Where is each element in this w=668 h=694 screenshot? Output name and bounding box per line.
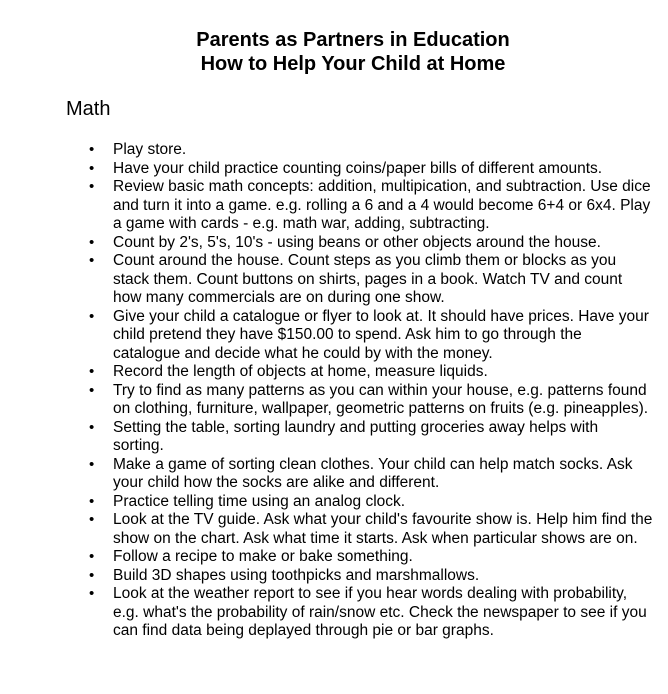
list-item	[83, 493, 653, 512]
bullet-icon: •	[89, 252, 95, 269]
bullet-icon: •	[89, 455, 95, 473]
bullet-icon: •	[89, 492, 95, 510]
bullet-icon: •	[89, 511, 95, 528]
document-title-line-2: How to Help Your Child at Home	[200, 53, 506, 75]
bullet-icon: •	[89, 141, 95, 158]
activity-list	[83, 141, 653, 641]
bullet-icon: •	[89, 566, 95, 584]
bullet-icon: •	[89, 548, 95, 565]
bullet-icon: •	[89, 418, 95, 436]
list-item-text: Look at the weather report to see if you hear words dealing with probability, e.g. what's the probability of rain/snow etc. Check the newspaper to see if you can find data being deplayed through pie or bar graphs.	[113, 585, 647, 639]
list-item-text: Practice telling time using an analog clock.	[113, 492, 406, 510]
list-item	[83, 234, 653, 253]
list-item	[83, 308, 653, 364]
list-item-text: Try to find as many patterns as you can within your house, e.g. patterns found on clothing, furniture, wallpaper, geometric patterns on fruits (e.g. pineapples).	[113, 381, 649, 417]
bullet-icon: •	[89, 381, 95, 399]
list-item	[83, 419, 653, 456]
document-title-line-1: Parents as Partners in Education	[196, 29, 510, 51]
bullet-icon: •	[89, 159, 95, 177]
list-item	[83, 511, 653, 548]
list-item-text: Make a game of sorting clean clothes. Your child can help match socks. Ask your child how the socks are alike and different.	[113, 455, 633, 491]
section-heading-math: Math	[66, 98, 111, 120]
bullet-icon: •	[89, 178, 95, 195]
list-item-text: Build 3D shapes using toothpicks and marshmallows.	[113, 566, 480, 584]
list-item	[83, 178, 653, 234]
list-item	[83, 567, 653, 586]
list-item-text: Setting the table, sorting laundry and putting groceries away helps with sorting.	[113, 418, 599, 454]
list-item	[83, 382, 653, 419]
list-item-text: Look at the TV guide. Ask what your child's favourite show is. Help him find the show on the chart. Ask what time it starts. Ask when particular shows are on.	[113, 511, 653, 547]
bullet-icon: •	[89, 307, 95, 325]
list-item-text: Review basic math concepts: addition, multipication, and subtraction. Use dice and turn it into a game. e.g. rolling a 6 and a 4 would become 6+4 or 6x4. Play a game with cards - e.g. math war, adding, subtracting.	[113, 178, 651, 232]
bullet-icon: •	[89, 585, 95, 602]
list-item	[83, 456, 653, 493]
bullet-icon: •	[89, 233, 95, 251]
list-item	[83, 585, 653, 641]
list-item-text: Have your child practice counting coins/paper bills of different amounts.	[113, 159, 603, 177]
list-item-text: Count around the house. Count steps as you climb them or blocks as you stack them. Count buttons on shirts, pages in a book. Watch TV and count how many commercials are on during one show.	[113, 252, 623, 306]
list-item	[83, 252, 653, 308]
list-item-text: Give your child a catalogue or flyer to look at. It should have prices. Have your child pretend they have $150.00 to spend. Ask him to go through the catalogue and decide what he could by with the money.	[113, 307, 649, 362]
list-item	[83, 363, 653, 382]
list-item	[83, 548, 653, 567]
list-item	[83, 141, 653, 160]
bullet-icon: •	[89, 363, 95, 380]
list-item-text: Record the length of objects at home, measure liquids.	[113, 363, 488, 380]
list-item-text: Count by 2's, 5's, 10's - using beans or other objects around the house.	[113, 233, 601, 251]
list-item	[83, 160, 653, 179]
list-item-text: Play store.	[113, 141, 187, 158]
list-item-text: Follow a recipe to make or bake something.	[113, 548, 413, 565]
